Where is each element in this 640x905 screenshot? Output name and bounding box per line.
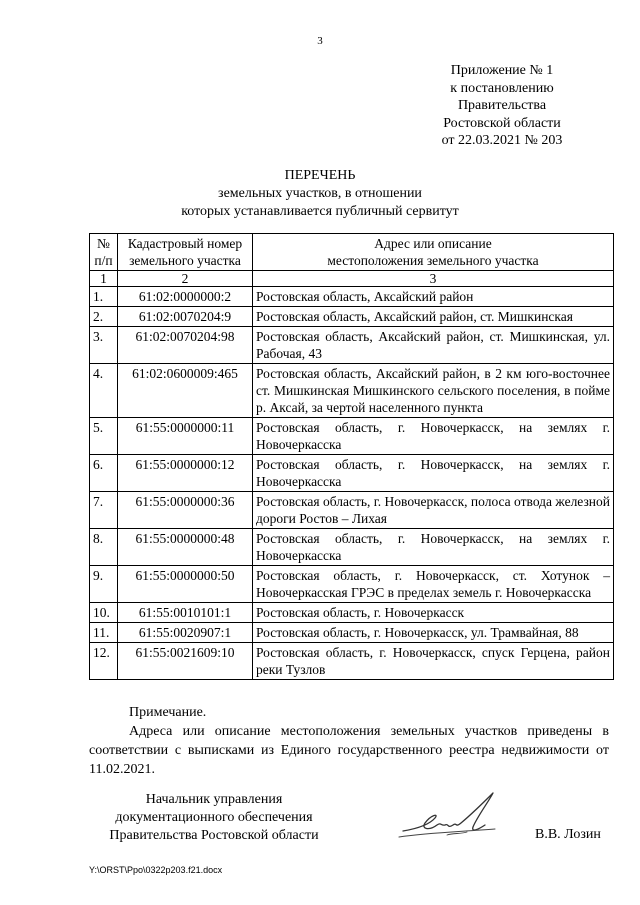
note-block xyxy=(89,703,609,779)
table-body xyxy=(90,287,614,680)
row-number: 6. xyxy=(90,455,118,492)
header-text: Кадастровый номер xyxy=(127,236,243,251)
row-address: Ростовская область, Аксайский район xyxy=(253,287,614,307)
row-number: 7. xyxy=(90,492,118,529)
signatory-line: документационного обеспечения xyxy=(115,810,313,825)
row-number: 11. xyxy=(90,623,118,643)
row-number: 2. xyxy=(90,307,118,327)
land-plots-table xyxy=(89,233,614,680)
file-path-footer: Y:\ORST\Ppo\0322p203.f21.docx xyxy=(89,865,223,875)
row-cadastral-number: 61:55:0021609:10 xyxy=(118,643,253,680)
note-text: Адреса или описание местоположения земельных участков приведены в соответствии с выписками из Единого государственного реестра недвижимости от 11.02.2021. xyxy=(89,724,609,777)
table-row xyxy=(90,492,614,529)
row-number: 9. xyxy=(90,566,118,603)
row-address: Ростовская область, Аксайский район, ст. Мишкинская, ул. Рабочая, 43 xyxy=(253,327,614,364)
row-address: Ростовская область, г. Новочеркасск, на землях г. Новочеркасска xyxy=(253,455,614,492)
title-heading: ПЕРЕЧЕНЬ xyxy=(284,168,356,183)
row-cadastral-number: 61:55:0010101:1 xyxy=(118,603,253,623)
row-number: 1. xyxy=(90,287,118,307)
appendix-line: Приложение № 1 xyxy=(450,63,554,78)
signatory-line: Правительства Ростовской области xyxy=(109,828,319,843)
row-number: 4. xyxy=(90,364,118,418)
handwritten-signature xyxy=(395,785,510,850)
page-number: 3 xyxy=(317,35,323,47)
row-cadastral-number: 61:55:0000000:50 xyxy=(118,566,253,603)
appendix-block xyxy=(422,62,582,150)
index-cell: 3 xyxy=(253,271,614,287)
appendix-line: Ростовской области xyxy=(443,115,561,131)
table-row xyxy=(90,455,614,492)
table-row xyxy=(90,603,614,623)
table-row xyxy=(90,529,614,566)
row-address: Ростовская область, Аксайский район, в 2 км юго-восточнее ст. Мишкинская Мишкинского сельского поселения, в пойме р. Аксай, за чертой населенного пункта xyxy=(253,364,614,418)
row-cadastral-number: 61:02:0000000:2 xyxy=(118,287,253,307)
header-text: № xyxy=(97,236,110,251)
appendix-line: от 22.03.2021 № 203 xyxy=(441,133,563,148)
row-address: Ростовская область, г. Новочеркасск, ул. Трамвайная, 88 xyxy=(253,623,614,643)
table-row xyxy=(90,566,614,603)
row-cadastral-number: 61:02:0070204:98 xyxy=(118,327,253,364)
row-address: Ростовская область, г. Новочеркасск, ст. Хотунок – Новочеркасская ГРЭС в пределах земель г. Новочеркасска xyxy=(253,566,614,603)
index-cell: 1 xyxy=(90,271,118,287)
row-number: 5. xyxy=(90,418,118,455)
table-row xyxy=(90,287,614,307)
row-number: 12. xyxy=(90,643,118,680)
index-cell: 2 xyxy=(118,271,253,287)
table-index-row xyxy=(90,271,614,287)
note-label: Примечание. xyxy=(129,705,207,720)
header-text: Адрес или описание xyxy=(374,236,492,251)
row-number: 10. xyxy=(90,603,118,623)
row-number: 8. xyxy=(90,529,118,566)
signatory-line: Начальник управления xyxy=(145,792,283,807)
document-title xyxy=(0,167,640,220)
row-cadastral-number: 61:02:0070204:9 xyxy=(118,307,253,327)
table-header-row xyxy=(90,234,614,271)
title-line: которых устанавливается публичный сервитут xyxy=(181,203,459,219)
row-cadastral-number: 61:55:0000000:36 xyxy=(118,492,253,529)
appendix-line: Правительства xyxy=(457,98,547,113)
row-address: Ростовская область, г. Новочеркасск, полоса отвода железной дороги Ростов – Лихая xyxy=(253,492,614,529)
row-address: Ростовская область, г. Новочеркасск, на землях г. Новочеркасска xyxy=(253,529,614,566)
row-number: 3. xyxy=(90,327,118,364)
header-text: земельного участка xyxy=(129,253,241,268)
header-text: местоположения земельного участка xyxy=(327,253,539,268)
header-text: п/п xyxy=(94,253,113,268)
table-row xyxy=(90,307,614,327)
title-line: земельных участков, в отношении xyxy=(218,186,422,201)
table-row xyxy=(90,364,614,418)
row-cadastral-number: 61:55:0000000:12 xyxy=(118,455,253,492)
header-cadastral xyxy=(118,234,253,271)
row-address: Ростовская область, г. Новочеркасск, на землях г. Новочеркасска xyxy=(253,418,614,455)
appendix-line: к постановлению xyxy=(450,80,554,96)
row-cadastral-number: 61:55:0020907:1 xyxy=(118,623,253,643)
row-address: Ростовская область, Аксайский район, ст. Мишкинская xyxy=(253,307,614,327)
row-address: Ростовская область, г. Новочеркасск xyxy=(253,603,614,623)
row-address: Ростовская область, г. Новочеркасск, спуск Герцена, район реки Тузлов xyxy=(253,643,614,680)
table-row xyxy=(90,623,614,643)
header-address xyxy=(253,234,614,271)
row-cadastral-number: 61:55:0000000:48 xyxy=(118,529,253,566)
signatory-name: В.В. Лозин xyxy=(535,827,601,842)
header-num xyxy=(90,234,118,271)
table-row xyxy=(90,327,614,364)
row-cadastral-number: 61:02:0600009:465 xyxy=(118,364,253,418)
row-cadastral-number: 61:55:0000000:11 xyxy=(118,418,253,455)
signatory-title xyxy=(89,791,339,845)
table-row xyxy=(90,643,614,680)
table-row xyxy=(90,418,614,455)
